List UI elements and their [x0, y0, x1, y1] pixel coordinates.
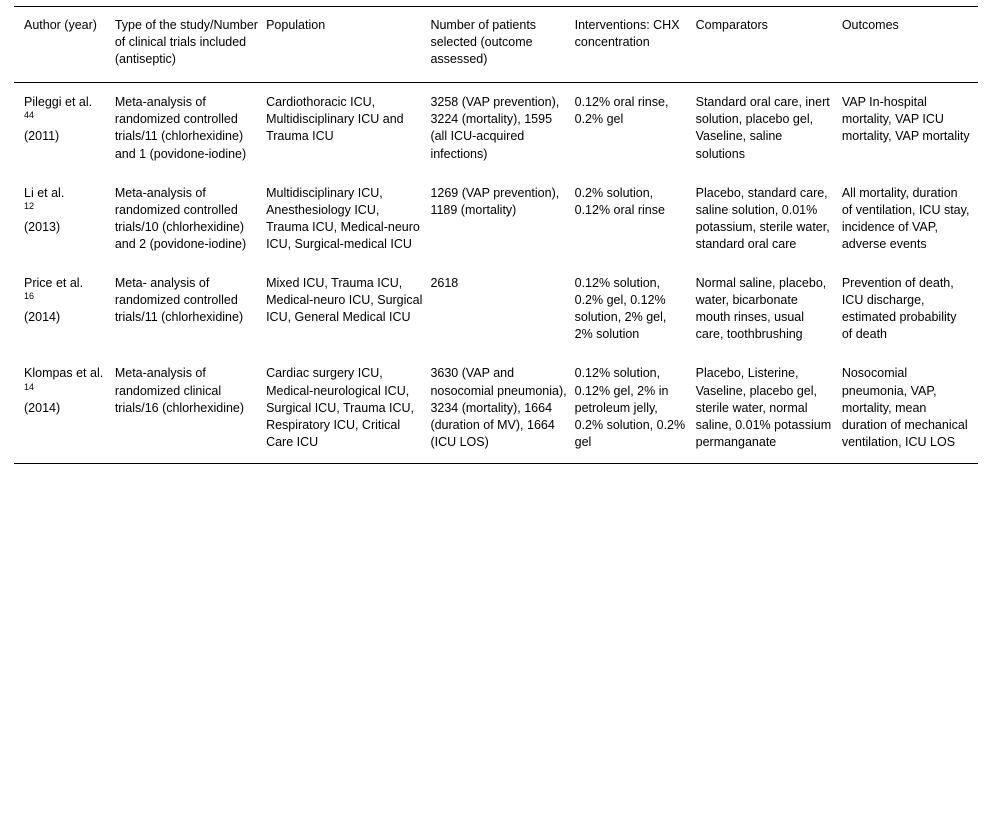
table-body — [14, 83, 978, 464]
cell-patients: 1269 (VAP prevention), 1189 (mortality) — [430, 185, 560, 217]
cell-study-type: Meta-analysis of randomized controlled trials/11 (chlorhexidine) and 1 (povidone-iodine) — [114, 95, 247, 161]
author-name: Pileggi et al. — [24, 95, 93, 110]
studies-table — [14, 6, 978, 464]
table-row — [14, 265, 978, 355]
cell-comparators: Placebo, standard care, saline solution, 0.01% potassium, sterile water, standard oral care — [695, 185, 830, 251]
cell-interventions: 0.12% solution, 0.12% gel, 2% in petroleum jelly, 0.2% solution, 0.2% gel — [574, 366, 686, 449]
table-row — [14, 175, 978, 265]
column-header-patients: Number of patients selected (outcome assessed) — [430, 7, 574, 83]
column-header-outcomes: Outcomes — [842, 7, 978, 83]
column-header-author: Author (year) — [14, 7, 115, 83]
column-header-interventions: Interventions: CHX concentration — [575, 7, 696, 83]
column-header-population: Population — [266, 7, 430, 83]
column-header-comparators: Comparators — [696, 7, 842, 83]
cell-study-type: Meta- analysis of randomized controlled trials/11 (chlorhexidine) — [114, 276, 244, 325]
table-row — [14, 355, 978, 463]
cell-interventions: 0.2% solution, 0.12% oral rinse — [574, 185, 665, 217]
cell-patients: 2618 — [430, 276, 459, 291]
author-year: (2014) — [24, 310, 61, 325]
cell-outcomes: VAP In-hospital mortality, VAP ICU mortality, VAP mortality — [841, 95, 970, 144]
cell-comparators: Normal saline, placebo, water, bicarbonate mouth rinses, usual care, toothbrushing — [695, 276, 827, 342]
cell-patients: 3630 (VAP and nosocomial pneumonia), 3234 (mortality), 1664 (duration of MV), 1664 (ICU LOS) — [430, 366, 567, 449]
table-header — [14, 7, 978, 83]
cell-author — [14, 83, 115, 175]
table-row — [14, 83, 978, 175]
cell-comparators: Standard oral care, inert solution, placebo gel, Vaseline, saline solutions — [695, 95, 830, 161]
cell-interventions: 0.12% solution, 0.2% gel, 0.12% solution, 2% gel, 2% solution — [574, 276, 667, 342]
cell-author — [14, 175, 115, 265]
table-header-row — [14, 7, 978, 83]
cell-population: Cardiothoracic ICU, Multidisciplinary ICU and Trauma ICU — [266, 95, 404, 144]
author-name: Klompas et al. — [24, 366, 104, 381]
column-header-study-type: Type of the study/Number of clinical trials included (antiseptic) — [115, 7, 266, 83]
cell-author — [14, 265, 115, 355]
cell-study-type: Meta-analysis of randomized controlled trials/10 (chlorhexidine) and 2 (povidone-iodine) — [114, 185, 247, 251]
author-year: (2011) — [24, 129, 60, 144]
cell-outcomes: All mortality, duration of ventilation, ICU stay, incidence of VAP, adverse events — [841, 185, 970, 251]
cell-study-type: Meta-analysis of randomized clinical trials/16 (chlorhexidine) — [114, 366, 245, 415]
author-name: Li et al. — [24, 185, 65, 200]
author-reference: 14 — [24, 381, 35, 392]
cell-author — [14, 355, 115, 463]
cell-population: Mixed ICU, Trauma ICU, Medical-neuro ICU, Surgical ICU, General Medical ICU — [266, 276, 423, 325]
author-name: Price et al. — [24, 276, 84, 291]
author-reference: 16 — [24, 290, 35, 301]
cell-population: Cardiac surgery ICU, Medical-neurological ICU, Surgical ICU, Trauma ICU, Respiratory ICU, Critical Care ICU — [266, 366, 415, 449]
cell-patients: 3258 (VAP prevention), 3224 (mortality), 1595 (all ICU-acquired infections) — [430, 95, 560, 161]
cell-interventions: 0.12% oral rinse, 0.2% gel — [574, 95, 669, 127]
author-reference: 12 — [24, 200, 35, 211]
cell-comparators: Placebo, Listerine, Vaseline, placebo gel, sterile water, normal saline, 0.01% potassium permanganate — [695, 366, 832, 449]
author-year: (2013) — [24, 219, 61, 234]
cell-population: Multidisciplinary ICU, Anesthesiology ICU, Trauma ICU, Medical-neuro ICU, Surgical-medical ICU — [266, 185, 420, 251]
cell-outcomes: Prevention of death, ICU discharge, estimated probability of death — [841, 276, 957, 342]
author-reference: 44 — [24, 110, 35, 121]
cell-outcomes: Nosocomial pneumonia, VAP, mortality, mean duration of mechanical ventilation, ICU LOS — [841, 366, 968, 449]
author-year: (2014) — [24, 400, 61, 415]
document-page — [0, 6, 992, 832]
